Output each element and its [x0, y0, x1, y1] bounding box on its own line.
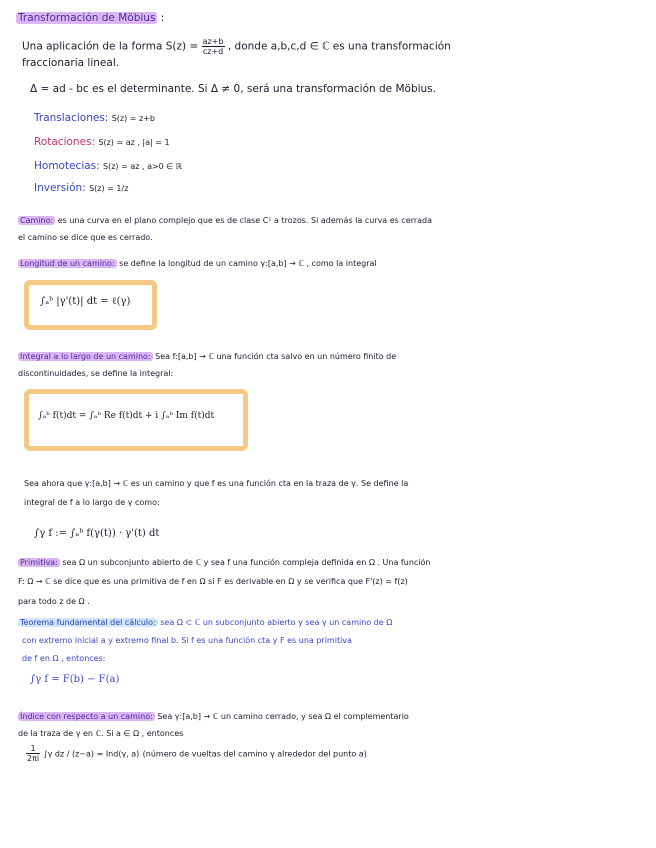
mobius-fraction: $\frac{az+b}{cz+d}$ [202, 37, 224, 56]
integral-line-4: integral de f a lo largo de γ como: [24, 498, 160, 507]
indice-note: (número de vueltas del camino γ alrededor del punto a) [142, 749, 367, 759]
teorema-line-2: con extremo inicial a y extremo final b. Si f es una función cta y F es una primitiva [22, 636, 352, 645]
camino-line-1: Camino: es una curva en el plano complejo que es de clase C¹ a trozos. Si además la curva es cerrada [20, 216, 433, 225]
teorema-line-1: Teorema fundamental del cálculo: sea Ω ⊂ ℂ un subconjunto abierto y sea γ un camino de Ω [20, 618, 393, 627]
primitiva-line-2: F: Ω → ℂ se dice que es una primitiva de f en Ω si F es derivable en Ω y se verifica que F'(z) = f(z) [18, 577, 408, 586]
integral-line-2: discontinuidades, se define la integral: [18, 369, 174, 378]
integral-formula: ∫ₐᵇ f(t)dt = ∫ₐᵇ Re f(t)dt + i ∫ₐᵇ Im f(t)dt [38, 411, 215, 421]
mobius-title: Transformación de Möbius : [18, 12, 165, 24]
mobius-type-translation: Translaciones: S(z) = z+b [34, 112, 155, 124]
mobius-type-rotation: Rotaciones: S(z) = az , |a| = 1 [34, 136, 170, 148]
mobius-intro-line-1: Una aplicación de la forma S(z) = $\frac{az+b}{cz+d}$ , donde a,b,c,d ∈ ℂ es una transformación [22, 37, 451, 56]
teorema-line-3: de f en Ω , entonces: [22, 654, 106, 663]
indice-formula-line [26, 744, 367, 763]
primitiva-line-3: para todo z de Ω . [18, 597, 90, 606]
integral-path-formula: ∫γ f := ∫ₐᵇ f(γ(t)) · γ'(t) dt [34, 528, 160, 539]
indice-line-2: de la traza de γ en ℂ. Si a ∈ Ω , entonces [18, 729, 184, 738]
indice-formula: ∫γ dz / (z−a) = Ind(γ, a) [43, 749, 140, 759]
mobius-type-inversion: Inversión: S(z) = 1/z [34, 182, 129, 194]
longitud-line: Longitud de un camino: se define la longitud de un camino γ:[a,b] → ℂ , como la integral [20, 259, 377, 268]
mobius-type-homothety: Homotecias: S(z) = az , a>0 ∈ ℝ [34, 160, 183, 172]
mobius-intro-line-2: fraccionaria lineal. [22, 57, 120, 69]
indice-fraction: $\frac{1}{2\pi i}$ [27, 744, 40, 763]
indice-line-1: Índice con respecto a un camino: Sea γ:[a,b] → ℂ un camino cerrado, y sea Ω el complementario [20, 712, 409, 721]
mobius-determinant: Δ = ad - bc es el determinante. Si Δ ≠ 0, será una transformación de Möbius. [30, 83, 436, 95]
integral-line-3: Sea ahora que γ:[a,b] → ℂ es un camino y que f es una función cta en la traza de γ. Se define la [24, 479, 409, 488]
primitiva-line-1: Primitiva: sea Ω un subconjunto abierto de ℂ y sea f una función compleja definida en Ω . Una función [20, 558, 431, 567]
longitud-formula: ∫ₐᵇ |γ'(t)| dt = ℓ(γ) [40, 296, 131, 307]
integral-line-1: Integral a lo largo de un camino: Sea f:[a,b] → ℂ una función cta salvo en un número finito de [20, 352, 397, 361]
teorema-formula: ∫γ f = F(b) − F(a) [30, 674, 120, 685]
camino-line-2: el camino se dice que es cerrado. [18, 233, 153, 242]
